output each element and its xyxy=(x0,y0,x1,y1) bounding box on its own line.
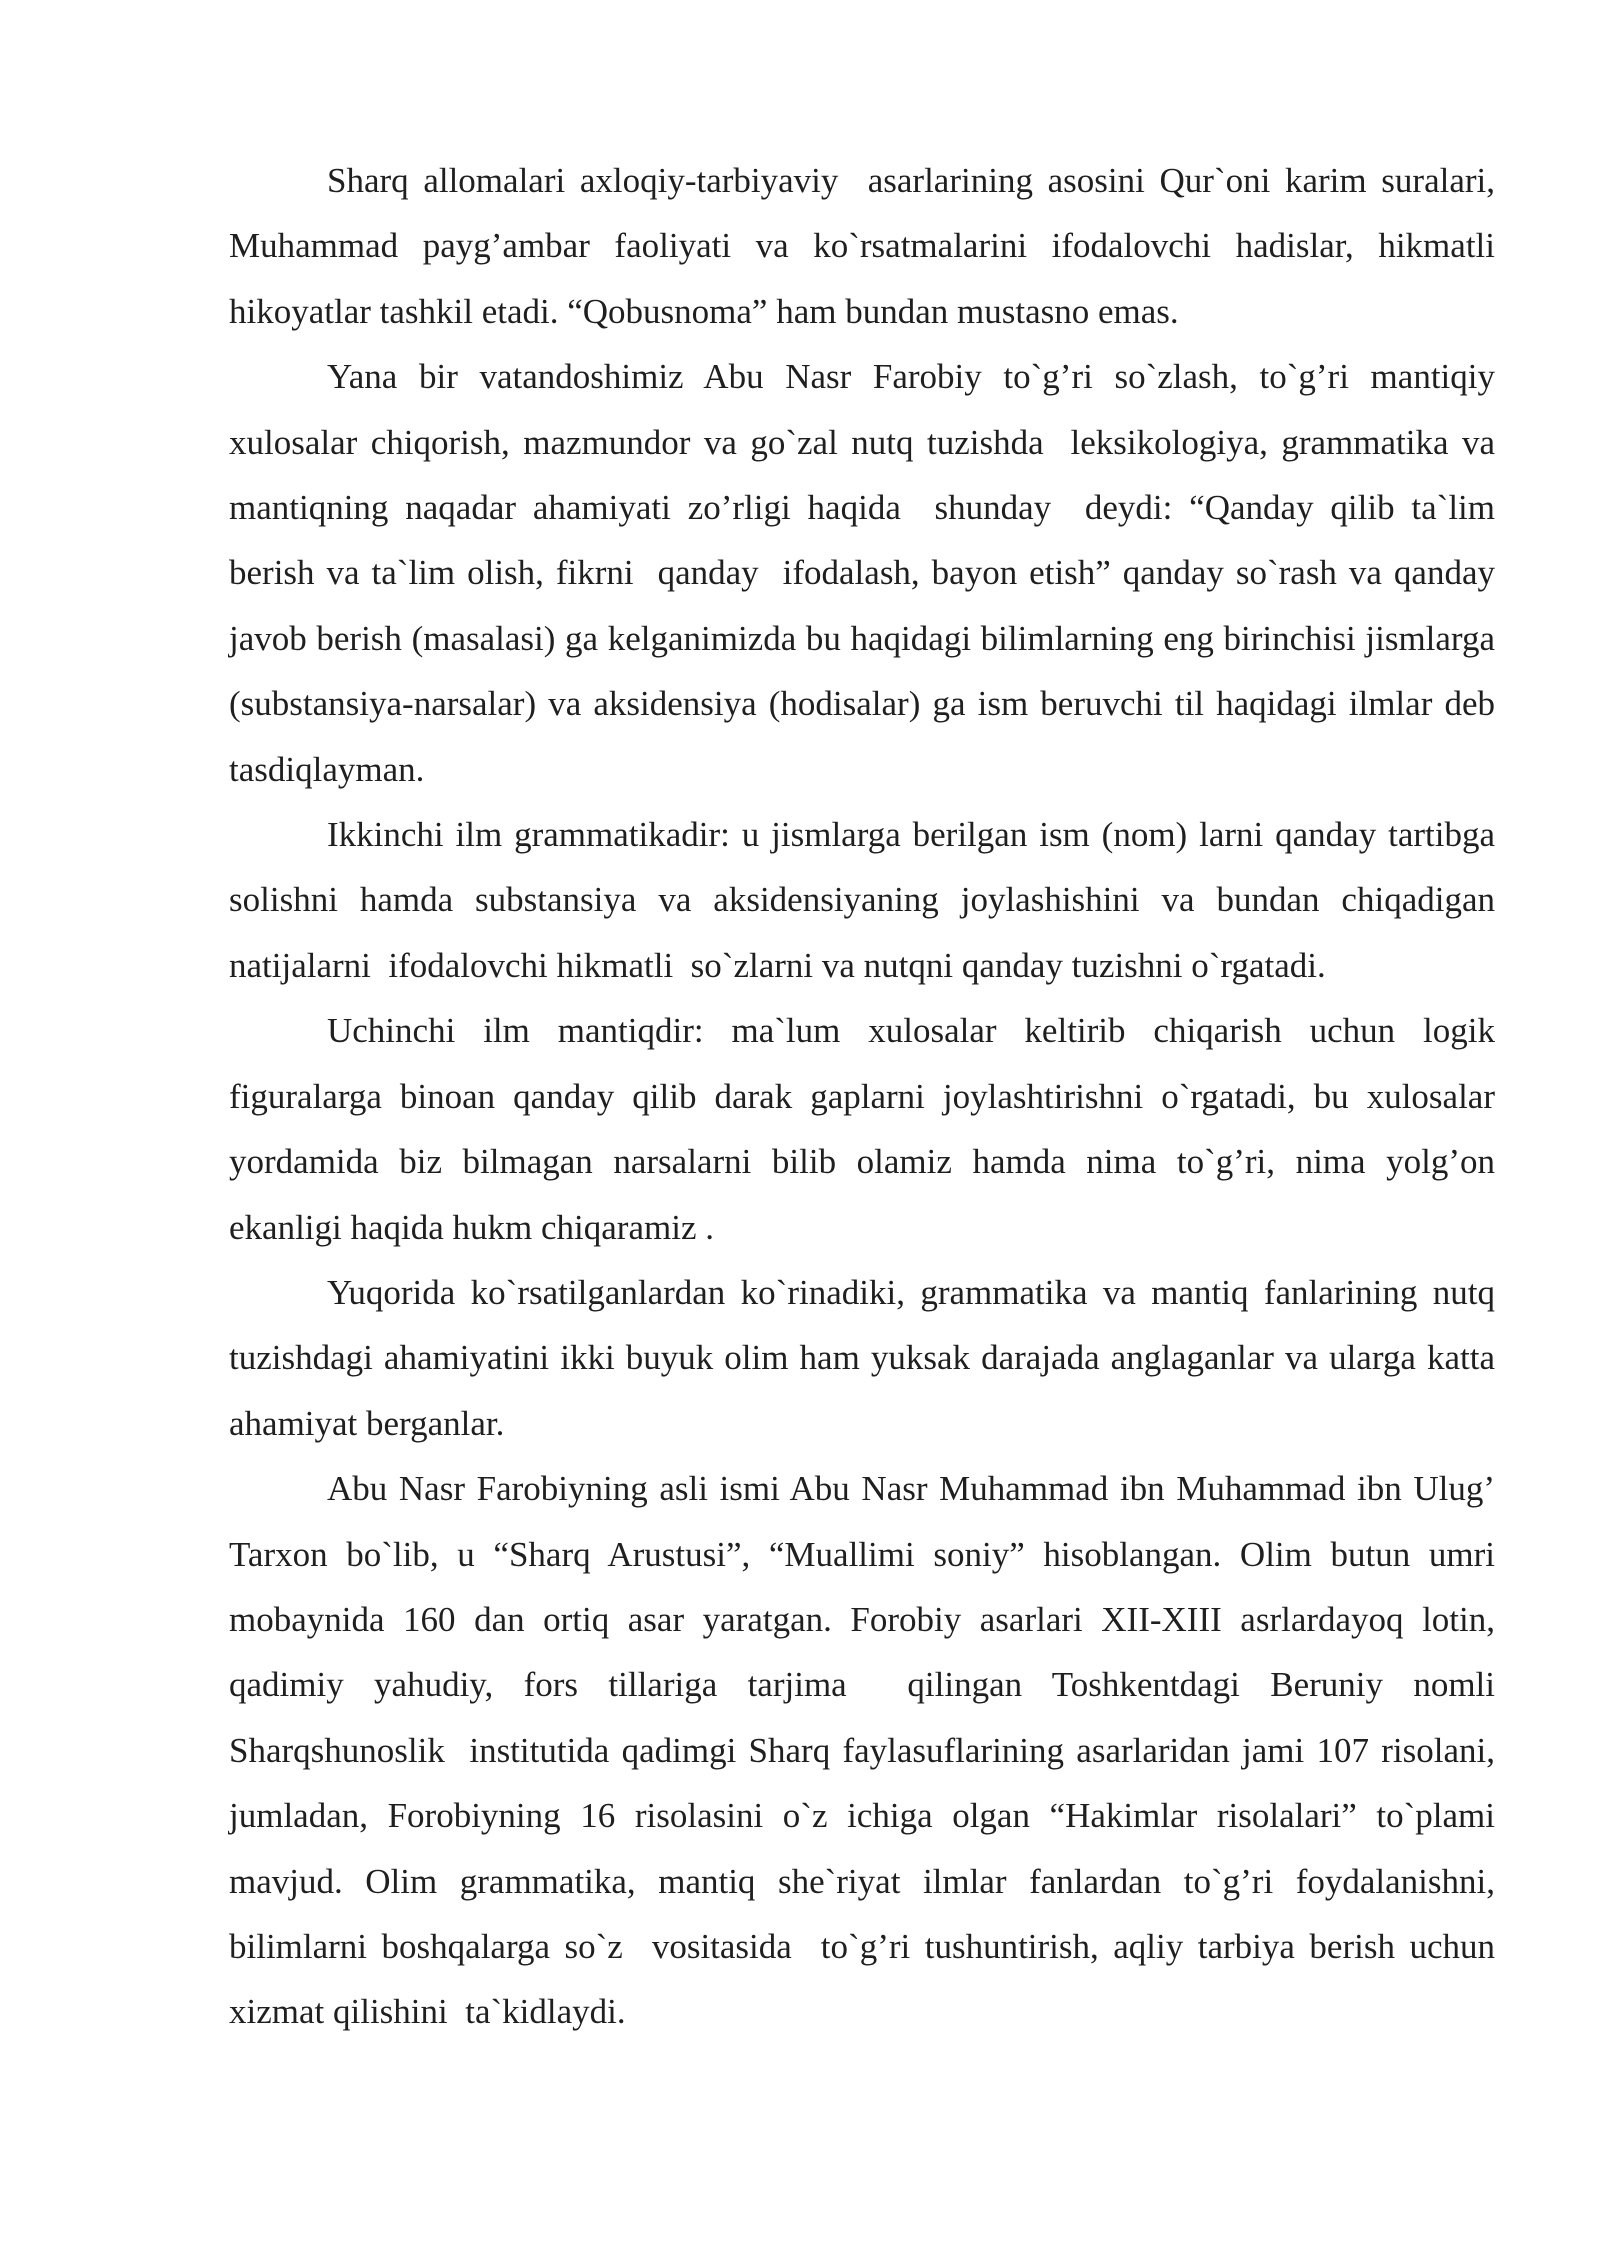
paragraph-farobiy-biography: Abu Nasr Farobiyning asli ismi Abu Nasr Muhammad ibn Muhammad ibn Ulug’ Tarxon bo`lib, u “Sharq Arustusi”, “Muallimi soniy” hisoblangan. Olim butun umri mobaynida 160 dan ortiq asar yaratgan. Forobiy asarlari XII-XIII asrlardayoq lotin, qadimiy yahudiy, fors tillariga tarjima qilingan Toshkentdagi Beruniy nomli Sharqshunoslik institutida qadimgi Sharq faylasuflarining asarlaridan jami 107 risolani, jumladan, Forobiyning 16 risolasini o`z ichiga olgan “Hakimlar risolalari” to`plami mavjud. Olim grammatika, mantiq she`riyat ilmlar fanlardan to`g’ri foydalanishni, bilimlarni boshqalarga so`z vositasida to`g’ri tushuntirish, aqliy tarbiya berish uchun xizmat qilishini ta`kidlaydi. xyxy=(229,1469,1513,2032)
paragraph-sharq-allomalari: Sharq allomalari axloqiy-tarbiyaviy asarlarining asosini Qur`oni karim suralari, Muhammad payg’ambar faoliyati va ko`rsatmalarini ifodalovchi hadislar, hikmatli hikoyatlar tashkil etadi. “Qobusnoma” ham bundan mustasno emas. xyxy=(229,161,1504,331)
paragraph-abu-nasr-farobiy-quote: Yana bir vatandoshimiz Abu Nasr Farobiy to`g’ri so`zlash, to`g’ri mantiqiy xulosalar chiqorish, mazmundor va go`zal nutq tuzishda leksikologiya, grammatika va mantiqning naqadar ahamiyati zo’rligi haqida shunday deydi: “Qanday qilib ta`lim berish va ta`lim olish, fikrni qanday ifodalash, bayon etish” qanday so`rash va qanday javob berish (masalasi) ga kelganimizda bu haqidagi bilimlarning eng birinchisi jismlarga (substansiya-narsalar) va aksidensiya (hodisalar) ga ism beruvchi til haqidagi ilmlar deb tasdiqlayman. xyxy=(229,357,1513,789)
document-body xyxy=(229,148,1513,2045)
paragraph-uchinchi-ilm: Uchinchi ilm mantiqdir: ma`lum xulosalar keltirib chiqarish uchun logik figuralarga binoan qanday qilib darak gaplarni joylashtirishni o`rgatadi, bu xulosalar yordamida biz bilmagan narsalarni bilib olamiz hamda nima to`g’ri, nima yolg’on ekanligi haqida hukm chiqaramiz . xyxy=(229,1011,1504,1247)
paragraph-yuqorida: Yuqorida ko`rsatilganlardan ko`rinadiki, grammatika va mantiq fanlarining nutq tuzishdagi ahamiyatini ikki buyuk olim ham yuksak darajada anglaganlar va ularga katta ahamiyat berganlar. xyxy=(229,1272,1504,1443)
paragraph-ikkinchi-ilm: Ikkinchi ilm grammatikadir: u jismlarga berilgan ism (nom) larni qanday tartibga solishni hamda substansiya va aksidensiyaning joylashishini va bundan chiqadigan natijalarni ifodalovchi hikmatli so`zlarni va nutqni qanday tuzishni o`rgatadi. xyxy=(229,815,1504,985)
